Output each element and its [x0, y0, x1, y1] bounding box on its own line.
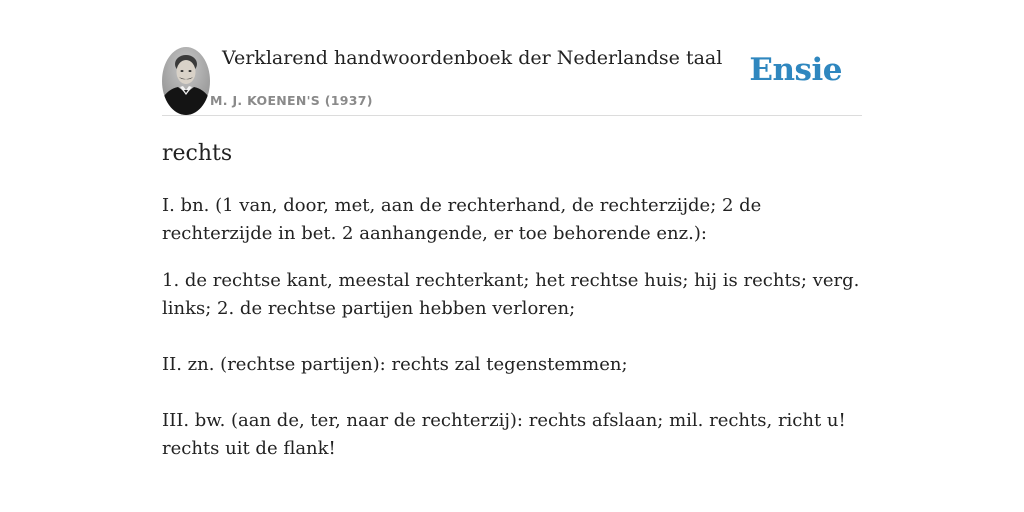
book-author: M. J. KOENEN'S (1937) [210, 93, 373, 108]
definition-paragraph: III. bw. (aan de, ter, naar de rechterzij): rechts afslaan; mil. rechts, richt u! rechts uit de flank! [162, 410, 846, 459]
entry-header [162, 0, 862, 116]
author-portrait-icon [162, 47, 210, 115]
definition-paragraph: I. bn. (1 van, door, met, aan de rechterhand, de rechterzijde; 2 de rechterzijde in bet. 2 aanhangende, er toe behorende enz.): [162, 195, 762, 244]
book-title: Verklarend handwoordenboek der Nederlandse taal [222, 47, 723, 69]
page [162, 0, 862, 512]
definition-paragraph: II. zn. (rechtse partijen): rechts zal tegenstemmen; [162, 354, 628, 375]
definition-paragraph: 1. de rechtse kant, meestal rechterkant; het rechtse huis; hij is rechts; verg. links; 2. de rechtse partijen hebben verloren; [162, 270, 860, 319]
brand-logo-link[interactable]: Ensie [749, 52, 842, 88]
entry-headword: rechts [162, 141, 233, 166]
